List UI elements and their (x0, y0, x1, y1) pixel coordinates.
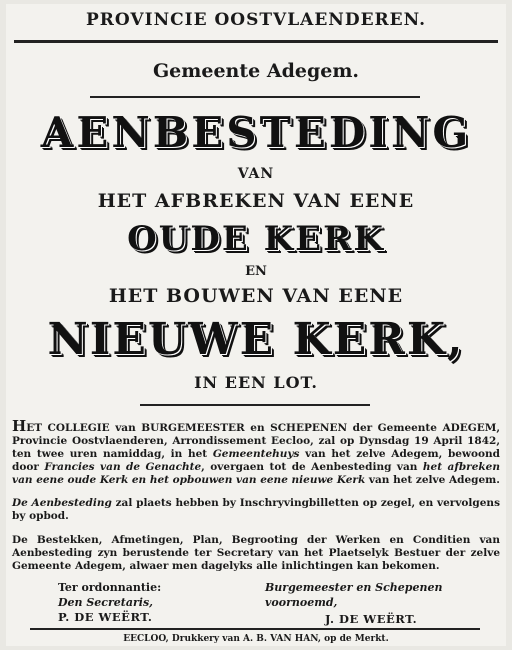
p1-text3: , overgaen tot de Aenbesteding van (201, 461, 423, 473)
p2-aenbesteding: De Aenbesteding (12, 497, 112, 509)
rule-bottom (30, 628, 480, 630)
title-new-church: NIEUWE KERK, (47, 314, 465, 365)
title-line-build: HET BOUWEN VAN EENE (108, 285, 404, 307)
mayor-signature (265, 580, 512, 627)
left-name: P. DE WEËRT. (58, 610, 153, 624)
title-old-church: OUDE KERK (127, 219, 385, 259)
p2-text: zal plaets hebben by Inschryvingbilletten op zegel, en vervolgens by opbod. (12, 497, 500, 522)
bidding-paragraph (12, 497, 500, 523)
p1-works: het afbreken van eene oude Kerk en het opbouwen van eene nieuwe Kerk (12, 461, 500, 486)
p1-text4: van het zelve Adegem. (365, 474, 500, 486)
secretary-signature (58, 580, 161, 625)
right-name: J. DE WEËRT. (325, 612, 418, 626)
rule-top (14, 40, 498, 43)
documents-paragraph: De Bestekken, Afmetingen, Plan, Begrooting der Werken en Conditien van Aenbesteding zyn berustende ter Secretary van het Plaetselyk Bestuer der zelve Gemeente Adegem, alwaer men dagelyks alle inlichtingen kan bekomen. (12, 534, 500, 572)
title-one-lot: IN EEN LOT. (194, 373, 318, 392)
announcement-paragraph (12, 417, 500, 487)
left-ordonnantie: Ter ordonnantie: (58, 581, 162, 594)
p1-person: Francies van de Genachte (44, 461, 202, 473)
rule-municipality (90, 96, 420, 98)
rule-mid (140, 404, 370, 406)
left-secretaris: Den Secretaris, (58, 596, 154, 609)
drop-cap: H (12, 417, 27, 435)
p1-text1: ET COLLEGIE van BURGEMEESTER en SCHEPENEN der Gemeente ADEGEM, Provincie Oostvlaenderen, Arrondissement Eecloo, zal op Dynsdag 19 April 1842, ten twee uren namiddag, in het (12, 422, 500, 460)
p1-text2: van het zelve Adegem, bewoond door (12, 448, 500, 473)
municipality-heading: Gemeente Adegem. (152, 60, 360, 82)
title-en: EN (245, 264, 267, 279)
right-burgemeester: Burgemeester en Schepenen voornoemd, (265, 581, 443, 609)
p1-gemeentehuys: Gemeentehuys (212, 448, 300, 460)
title-line-demolish: HET AFBREKEN VAN EENE (97, 190, 415, 212)
title-van: VAN (237, 166, 275, 182)
province-heading: PROVINCIE OOSTVLAENDEREN. (86, 10, 426, 30)
poster-title: AENBESTEDING (40, 108, 472, 157)
printer-imprint: EECLOO, Drukkery van A. B. VAN HAN, op de Merkt. (123, 634, 389, 644)
